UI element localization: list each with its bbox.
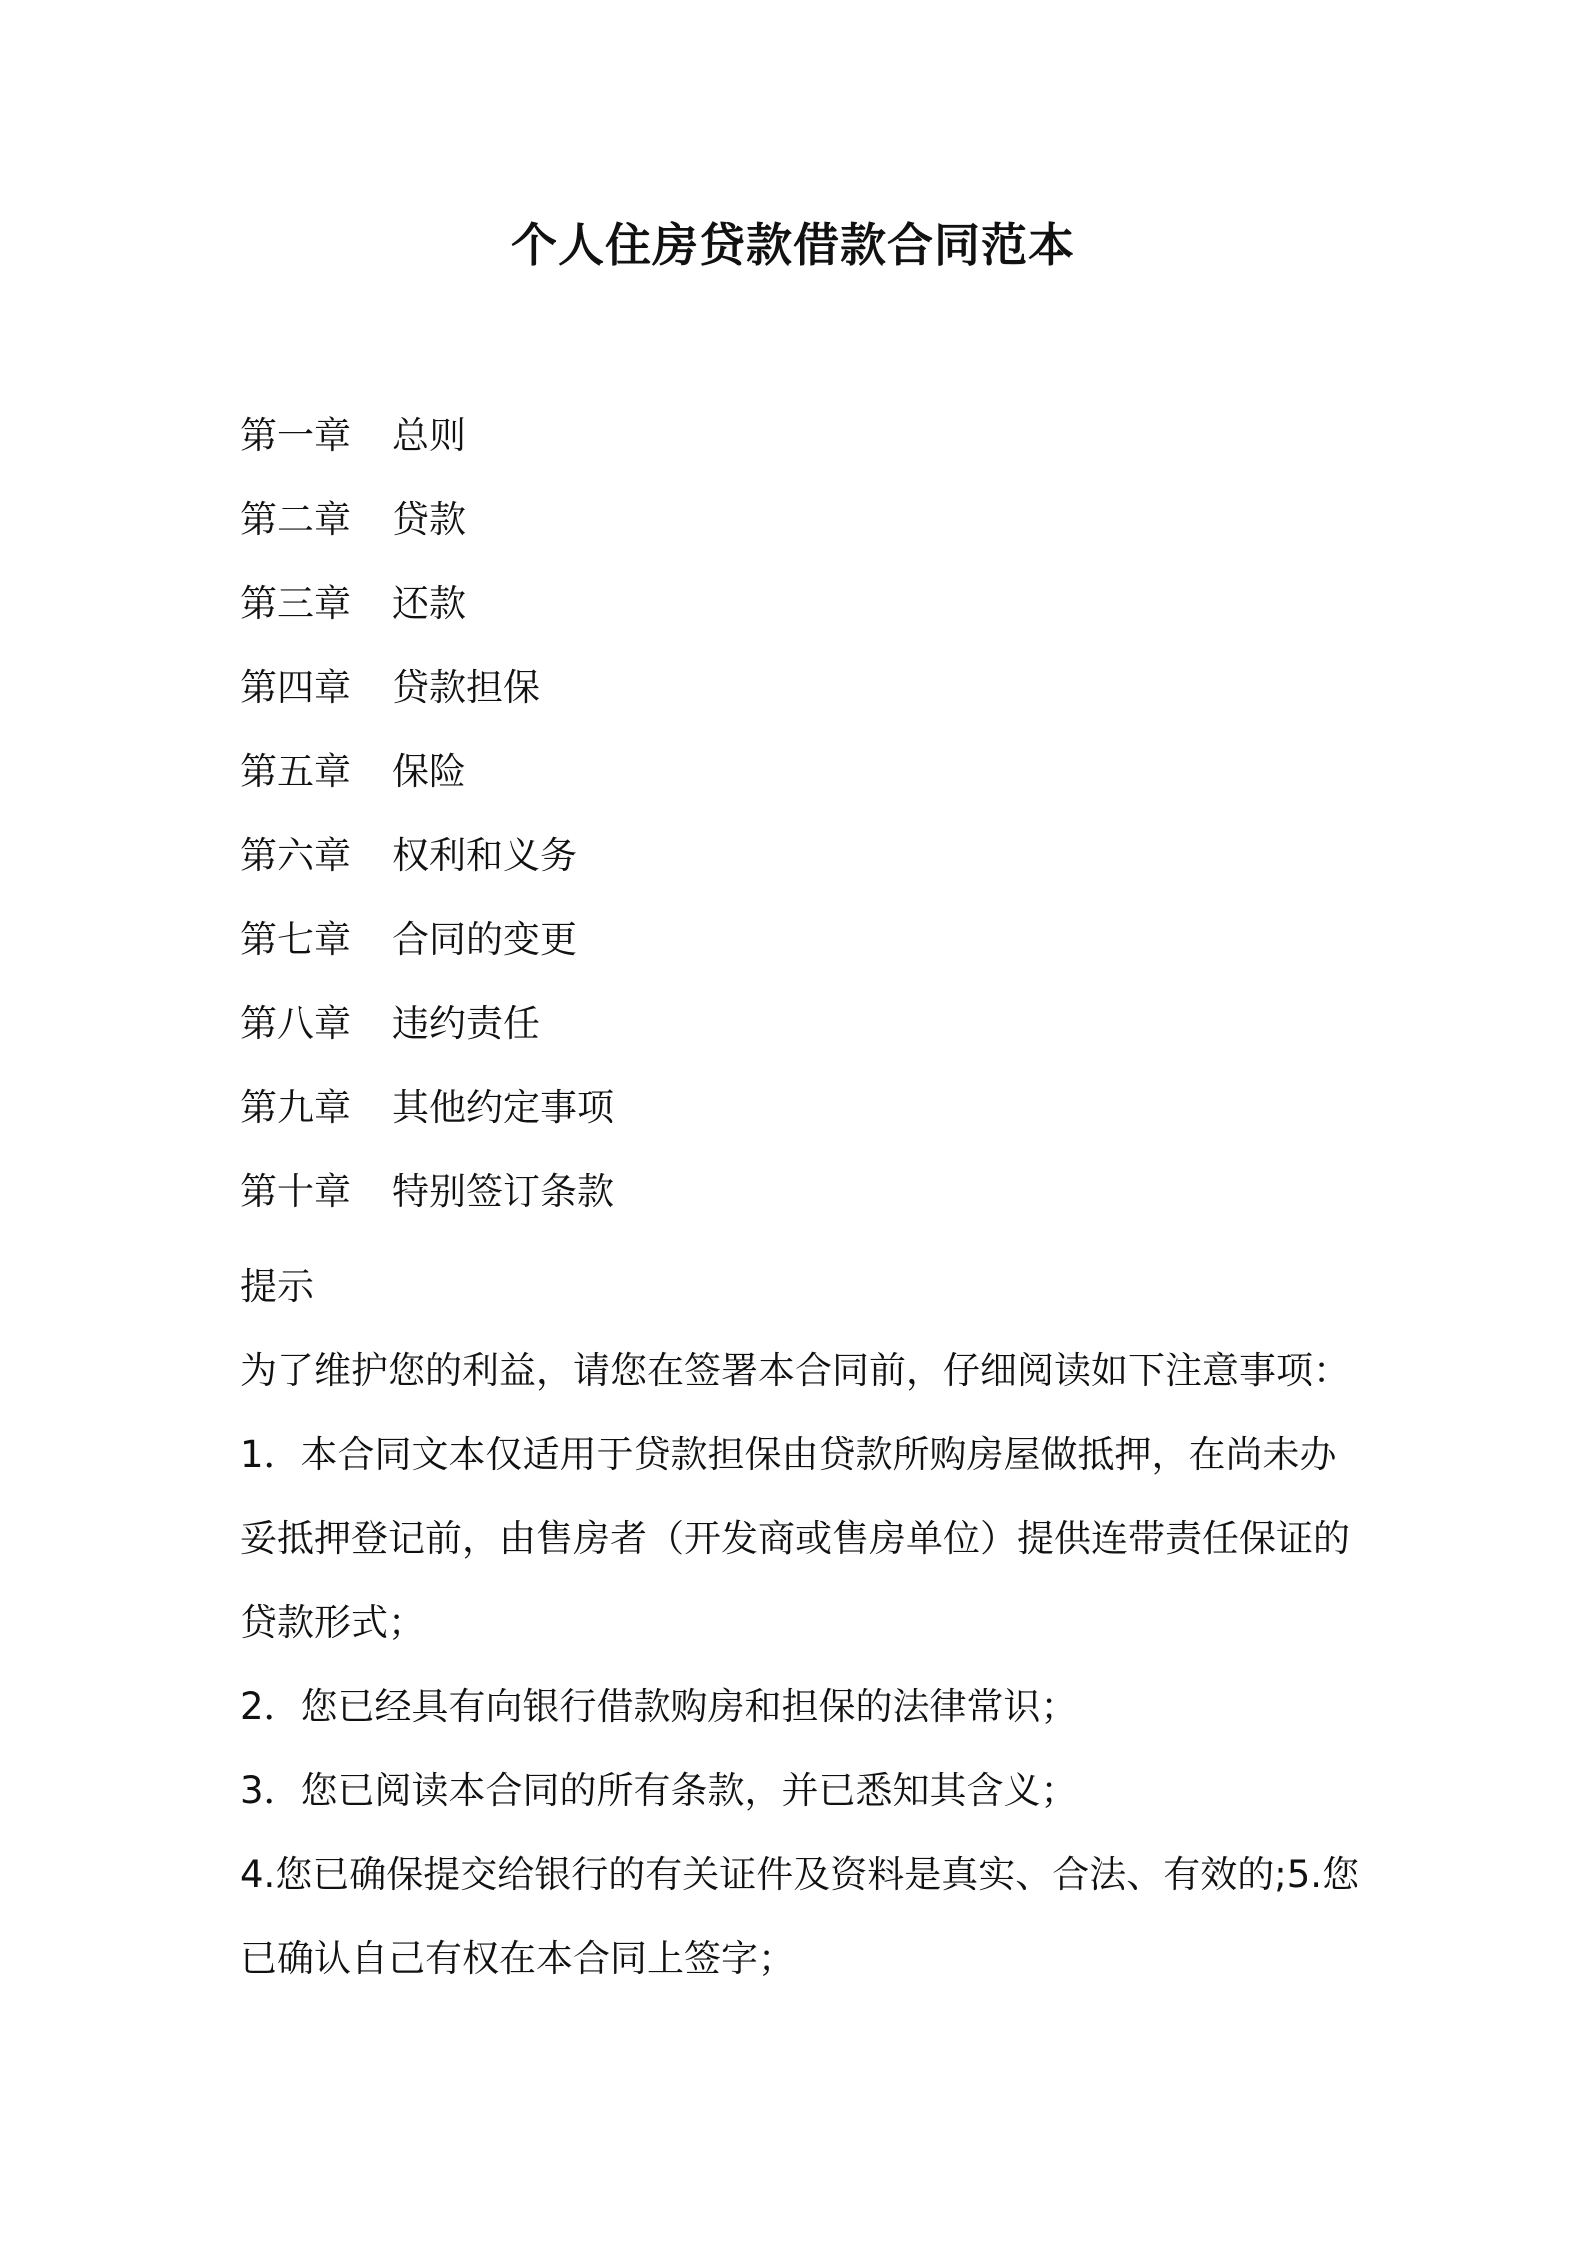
chapter-item	[240, 573, 614, 657]
chapter-item	[240, 909, 614, 993]
chapter-item	[240, 657, 614, 741]
chapter-number: 第十章	[240, 1170, 351, 1213]
chapter-item	[240, 993, 614, 1077]
chapter-item	[240, 825, 614, 909]
chapter-number: 第四章	[240, 666, 351, 709]
chapter-name: 贷款	[392, 498, 466, 541]
chapter-number: 第七章	[240, 918, 351, 961]
notice-section	[240, 1245, 1360, 2001]
chapter-number: 第六章	[240, 834, 351, 877]
chapter-number: 第五章	[240, 750, 351, 793]
chapter-number: 第三章	[240, 582, 351, 625]
document-title: 个人住房贷款借款合同范本	[511, 218, 1075, 272]
chapter-name: 其他约定事项	[392, 1086, 614, 1129]
chapter-number: 第九章	[240, 1086, 351, 1129]
chapter-item	[240, 1161, 614, 1245]
notice-intro: 为了维护您的利益，请您在签署本合同前，仔细阅读如下注意事项：	[240, 1349, 1350, 1392]
chapter-name: 总则	[392, 414, 466, 457]
notice-item: 2．您已经具有向银行借款购房和担保的法律常识；	[240, 1685, 1078, 1728]
hint-heading: 提示	[240, 1265, 314, 1308]
notice-item: 3．您已阅读本合同的所有条款，并已悉知其含义；	[240, 1769, 1078, 1812]
chapter-number: 第八章	[240, 1002, 351, 1045]
chapter-number: 第一章	[240, 414, 351, 457]
chapter-item	[240, 741, 614, 825]
chapter-name: 权利和义务	[392, 834, 577, 877]
chapter-item	[240, 405, 614, 489]
chapter-number: 第二章	[240, 498, 351, 541]
chapter-name: 保险	[392, 750, 466, 793]
chapter-name: 合同的变更	[392, 918, 577, 961]
chapter-name: 特别签订条款	[392, 1170, 614, 1213]
chapter-item	[240, 489, 614, 573]
chapter-name: 还款	[392, 582, 466, 625]
chapter-name: 贷款担保	[392, 666, 540, 709]
chapter-name: 违约责任	[392, 1002, 540, 1045]
notice-item: 4.您已确保提交给银行的有关证件及资料是真实、合法、有效的;5.您已确认自己有权在本合同上签字；	[240, 1853, 1360, 1980]
chapter-item	[240, 1077, 614, 1161]
chapter-list	[240, 405, 614, 1245]
notice-item: 1．本合同文本仅适用于贷款担保由贷款所购房屋做抵押，在尚未办妥抵押登记前，由售房者（开发商或售房单位）提供连带责任保证的贷款形式；	[240, 1433, 1350, 1644]
